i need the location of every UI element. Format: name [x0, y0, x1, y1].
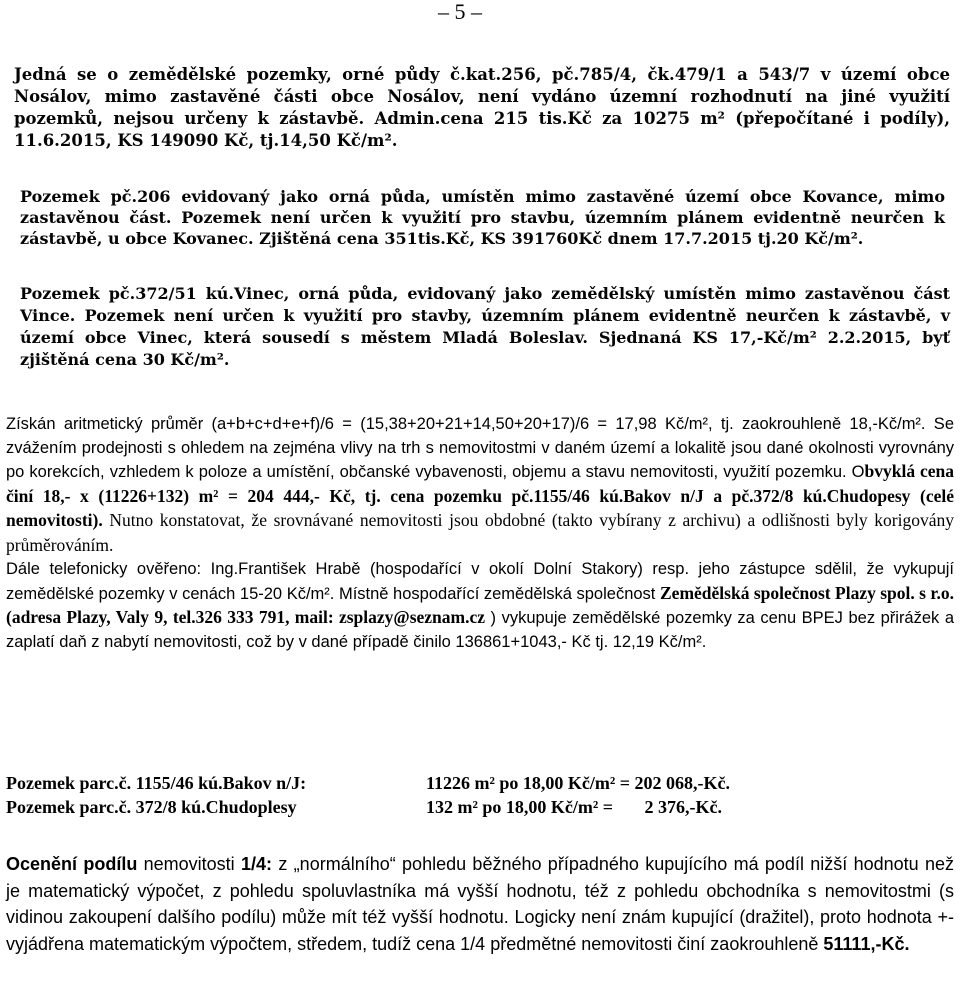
plot-calc: 132 m² po 18,00 Kč/m² = 2 376,-Kč. [426, 797, 723, 817]
share-explanation: z „normálního“ pohledu běžného případného kupujícího má podíl nižší hodnotu než je matematický výpočet, z pohledu spoluvlastníka má vyšší hodnotu, též z pohledu obchodníka s nemovitostmi (s vidinou zakoupení dalšího podílu) může mít též vyšší hodnotu. Logicky není znám kupující (dražitel), proto hodnota +- vyjádřena matematickým výpočtem, středem, tudíž cena 1/4 předmětné nemovitosti činí zaokrouhleně [6, 854, 954, 954]
comparison-note: Nutno konstatovat, že srovnávané nemovitosti jsou obdobné (takto vybírany z archivu) a odlišnosti byly korigovány průměrováním. [6, 510, 954, 555]
scanned-note-nosalov: Jedná se o zemědělské pozemky, orné půdy č.kat.256, pč.785/4, čk.479/1 a 543/7 v území obce Nosálov, mimo zastavěné části obce Nosálov, není vydáno územní rozhodnutí na jiné využití pozemků, nejsou určeny k zástavbě. Admin.cena 215 tis.Kč za 10275 m² (přepočítané i podíly), 11.6.2015, KS 149090 Kč, tj.14,50 Kč/m². [14, 65, 950, 150]
page-number: – 5 – [438, 0, 482, 24]
usual-price-text: bvyklá cena činí 18,- x (11226+132) m² = 204 444,- Kč, tj. cena pozemku pč.1155/46 kú.Bakov n/J a pč.372/8 kú.Chudopesy (celé nemovitosti). [6, 461, 954, 530]
plot-label: Pozemek parc.č. 372/8 kú.Chudoplesy [6, 797, 297, 817]
scanned-note-vinec: Pozemek pč.372/51 kú.Vinec, orná půda, evidovaný jako zemědělský umístěn mimo zastavěnou část Vince. Pozemek není určen k využití pro stavby, územním plánem evidentně neurčen k zástavbě, v území obce Vinec, která sousedí s městem Mladá Boleslav. Sjednaná KS 17,-Kč/m² 2.2.2015, byť zjištěná cena 30 Kč/m². [20, 284, 950, 369]
plot-calc: 11226 m² po 18,00 Kč/m² = 202 068,-Kč. [426, 773, 731, 793]
share-text: nemovitosti [137, 854, 242, 874]
company-contact: Zemědělská společnost Plazy spol. s r.o. (adresa Plazy, Valy 9, tel.326 333 791, mail: zsplazy@seznam.cz [6, 582, 954, 627]
plot-row [6, 795, 906, 819]
bpej-text: ) vykupuje zemědělské pozemky za cenu BPEJ bez přirážek a zaplatí daň z nabytí nemovitosti, což by v dané případě činilo 136861+1043,- Kč tj. 12,19 Kč/m². [6, 609, 955, 651]
phone-check-text: Dále telefonicky ověřeno: Ing.František Hrabě (hospodařící v okolí Dolní Stakory) resp. jeho zástupce sdělil, že vykupují zemědělské pozemky v cenách 15-20 Kč/m². Místně hospodařící zemědělská společnost [6, 560, 954, 603]
plot-row [6, 771, 906, 795]
plot-label: Pozemek parc.č. 1155/46 kú.Bakov n/J: [6, 773, 307, 793]
share-valuation-paragraph [6, 851, 954, 957]
valuation-paragraph [6, 413, 954, 654]
share-value: 51111,-Kč. [823, 933, 910, 954]
scanned-note-kovance: Pozemek pč.206 evidovaný jako orná půda, umístěn mimo zastavěné území obce Kovance, mimo zastavěnou část. Pozemek není určen k využití pro stavbu, územním plánem evidentně neurčen k zástavbě, u obce Kovanec. Zjištěná cena 351tis.Kč, KS 391760Kč dnem 17.7.2015 tj.20 Kč/m². [20, 187, 945, 248]
average-text: Získán aritmetický průměr (a+b+c+d+e+f)/6 = (15,38+20+21+14,50+20+17)/6 = 17,98 Kč/m², tj. zaokrouhleně 18,-Kč/m². Se zvážením prodejnosti s ohledem na zejména vlivy na trh s nemovitostmi v daném území a lokalitě jsou dané okolnosti vyrovnány po korekcích, vzhledem k poloze a umístění, občanské vybavenosti, objemu a stavu nemovitosti, využití pozemku. O [6, 415, 954, 481]
plot-calculations [6, 771, 906, 819]
share-fraction: 1/4: [241, 854, 273, 874]
share-valuation-heading: Ocenění podílu [6, 854, 138, 874]
